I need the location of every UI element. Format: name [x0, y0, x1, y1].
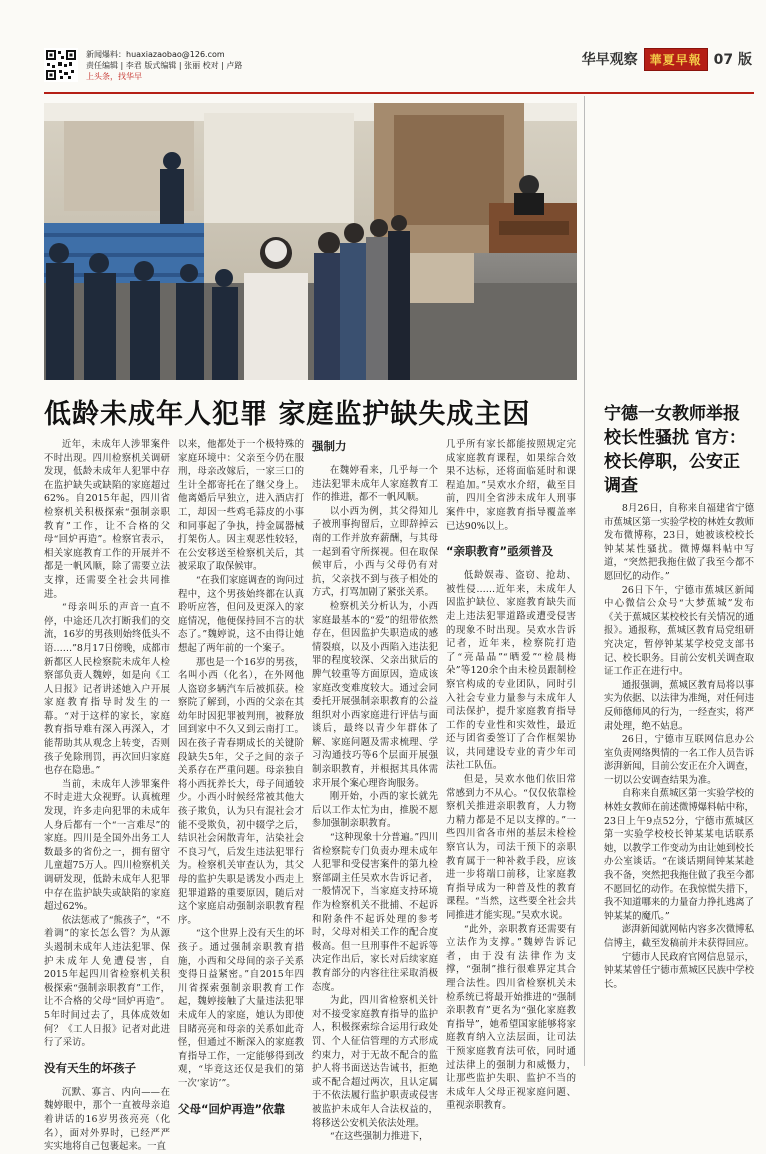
- article-paragraph: 近年，未成年人涉罪案件不时出现。四川检察机关调研发现，低龄未成年人犯罪中存在监护缺失或缺陷的家庭超过62%。自2015年起，四川省检察机关积极探索“强制亲职教育”工作，让不合格的父母“回炉再造”。检察官表示，相关家庭教育工作的开展并不都是一帆风顺，除了需要立法支撑，还需要全社会共同推进。: [44, 439, 170, 600]
- article-paragraph: 几乎所有家长都能按照规定完成家庭教育课程，如果综合效果不达标，还将面临延时和课程追加。”吴欢水介绍，截至目前，四川全省涉未成年人刑事案件中，家庭教育指导覆盖率已达90%以上。: [446, 439, 576, 532]
- header-right: [582, 48, 752, 70]
- article-paragraph: 刚开始，小西的家长就先后以工作太忙为由，推脱不愿参加强制亲职教育。: [312, 791, 438, 830]
- editor-credits: 责任编辑 | 李君 版式编辑 | 张丽 校对 | 卢路: [86, 61, 243, 70]
- subheading-2: 父母“回炉再造”依靠: [178, 1101, 286, 1116]
- article-paragraph: 沉默、寡言、内向——在魏婷眼中，那个一直被母亲追着讲话的16岁男孩亮亮（化名），面对外界时，已经严严实实地将自己包裹起来。一直: [44, 1086, 170, 1153]
- article-paragraph: “在我们家庭调查的询问过程中，这个男孩始终都在认真聆听应答，但问及更深入的家庭情况，他便保持回不言的状态了。”魏婷说，这不由得让她想起了两年前的一个案子。: [178, 574, 304, 654]
- article-paragraph: “此外，亲职教育还需要有立法作为支撑。”魏婷告诉记者，由于没有法律作为支撑，“强制”推行很难界定其合理合法性。四川省检察机关未检系统已将最开始推进的“强制亲职教育”更名为“强化家庭教育指导”，她希望国家能够将家庭教育纳入立法层面，让司法干预家庭教育法可依，同时通过法律上的强制力和威慑力，让那些监护失职、监护不当的未成年人父母正视家庭问题、重视亲职教育。: [446, 923, 576, 1112]
- article-paragraph: “这个世界上没有天生的坏孩子。通过强制亲职教育措施，小西和父母间的亲子关系变得日益紧密。”自2015年四川省探索强制亲职教育工作起，魏婷接触了大量违法犯罪未成年人的家庭，她认为即使目睹亮亮和母亲的关系如此奇怪，但通过不断深入的家庭教育指导工作，一定能够得到改观，“毕竟这还仅是我们的第一次‘家访’”。: [178, 928, 304, 1089]
- courtroom-photo: [44, 103, 577, 380]
- article-paragraph: “这种现象十分普遍。”四川省检察院专门负责办理未成年人犯罪和受侵害案件的第九检察部副主任吴欢水告诉记者，一般情况下，当家庭支持环境作为检察机关不批捕、不起诉和附条件不起诉处理的参考时，父母对相关工作的配合度极高。但一旦刑事件不起诉等决定作出后，家长对后续家庭教育部分的内容往往采取消极态度。: [312, 832, 438, 993]
- page-number: 07 版: [713, 52, 752, 68]
- article-paragraph: 为此，四川省检察机关针对不接受家庭教育指导的监护人，积极探索综合运用行政处罚、个人征信管理的方式形成约束力，对于无故不配合的监护人将书面送达告诫书，拒绝或不配合超过两次，且认定属于不依法履行监护职责或侵害被监护未成年人合法权益的，将移送公安机关依法处理。: [312, 995, 438, 1129]
- article-paragraph: 在魏婷看来，几乎每一个违法犯罪未成年人家庭教育工作的推进，都不一帆风顺。: [312, 465, 438, 504]
- side-paragraph: 8月26日，自称来自福建省宁德市蕉城区第一实验学校的林姓女教师发布微博称，23日，她被该校校长钟某某性骚扰。微博爆料帖中写道，“突然把我拖住做了我至今都不愿回忆的动作。”: [604, 503, 755, 582]
- header-meta: [86, 49, 242, 82]
- side-headline: 宁德一女教师举报校长性骚扰 官方：校长停职，公安正调查: [604, 404, 746, 496]
- news-tip-email: 新闻爆料：huaxiazaobao@126.com: [86, 50, 225, 59]
- article-paragraph: 低龄娱毒、盗窃、抢劫、被性侵……近年来，未成年人因监护缺位、家庭教育缺失而走上违法犯罪道路或遭受侵害的现象不时出现。吴欢水告诉记者，近年来，检察院打造了“亮晶晶”“晒爱”“检晨梅朵”等120余个由未检员跟制检察官构成的专业团队，同时引入社会专业力量参与未成年人司法保护，提升家庭教育指导工作的专业性和实效性，最近还与团省委签订了合作框架协议，共同建设专业的青少年司法社工队伍。: [446, 570, 576, 772]
- article-paragraph: 当前，未成年人涉罪案件不时走进大众视野。认真梳理发现，许多走向犯罪的未成年人身后都有一个“一言难尽”的家庭。四川是全国外出务工人数最多的省份之一，拥有留守儿童超75万人。四川检察机关调研发现，低龄未成年人犯罪中存在监护缺失或缺陷的家庭超过62%。: [44, 778, 170, 913]
- column-divider: [584, 96, 585, 1066]
- header-rule: [44, 92, 754, 94]
- article-paragraph: “母亲叫乐的声音一直不停，中途还几次打断我们的交流，16岁的男孩则始终低头不语……”8月17日傍晚，成都市新都区人民检察院未成年人检察部负责人魏婷，如是向《工人日报》记者讲述她入户开展家庭教育指导时发生的一幕。“对于这样的家长，家庭教育指导难有深入再深入，才能帮助其从观念上转变，否则孩子免除刑罚，再次回归家庭也存在隐患。”: [44, 602, 170, 777]
- page-header: [0, 0, 766, 96]
- article-paragraph: “在这些强制力推进下，: [329, 1131, 429, 1143]
- side-paragraph: 26日下午，宁德市蕉城区新闻中心微信公众号“大梦蕉城”发布《关于蕉城区某校校长有关情况的通报》。通报称，蕉城区教育局党组研究决定，暂停钟某某学校党支部书记、校长职务。目前公安机关调查取证工作正在进行中。: [604, 584, 755, 678]
- side-paragraph: 通报强调，蕉城区教育局将以事实为依据、以法律为准绳，对任何违反师德师风的行为，一经查实，将严肃处理，绝不姑息。: [604, 679, 755, 732]
- side-paragraph: 宁德市人民政府官网信息显示，钟某某曾任宁德市蕉城区民族中学校长。: [604, 951, 755, 990]
- article-paragraph: 以小西为例，其父得知儿子被刑事拘留后，立即辞掉云南的工作并放弃薪酬，与其母一起到看守所探视。但在取保候审后，小西与父母仍有对抗，父亲找不到与孩子相处的方式，打骂加剧了紧张关系。: [312, 505, 438, 599]
- article-paragraph: 依法惩戒了“熊孩子”，“不着调”的家长怎么管？为从源头遏制未成年人违法犯罪、保护未成年人免遭侵害，自2015年起四川省检察机关积极探索“强制亲职教育”工作，让不合格的父母“回炉再造”。5年时间过去了，具体成效如何？《工人日报》记者对此进行了采访。: [44, 914, 170, 1049]
- article-paragraph: 以来，他都处于一个极特殊的家庭环境中：父亲至今仍在服刑，母亲改嫁后，一家三口的生计全都寄托在了继父身上。他离婚后早独立，进入酒店打工，却因一些鸡毛蒜皮的小事和同事起了争执，持金属器械打架伤人。因主观恶性较轻，在公安移送至检察机关后，其被采取了取保候审。: [178, 439, 304, 573]
- section-name: 华早观察: [581, 52, 638, 68]
- side-paragraph: 澎湃新闻就网帖内容多次微博私信博主，截至发稿前并未获得回应。: [604, 924, 755, 949]
- side-paragraph: 26日，宁德市互联网信息办公室负责网络舆情的一名工作人员告诉澎湃新闻，目前公安正在介入调查，一切以公安调查结果为准。: [604, 734, 755, 786]
- subheading-3: “亲职教育”亟须普及: [446, 544, 554, 559]
- side-paragraph: 自称来自蕉城区第一实验学校的林姓女教师在前述微博爆料帖中称，23日上午9点52分，宁德市蕉城区第一实验学校校长钟某某电话联系她，以教学工作变动为由让她到校长办公室谈话。“在谈话期间钟某某趁我不备，突然把我拖住做了我至今都不愿回忆的动作。在我惊慌失措下，我不知道哪来的力量奋力挣扎逃离了钟某某的魔爪。”: [604, 788, 755, 922]
- article-column-3: [312, 438, 438, 1143]
- qr-code-icon[interactable]: [44, 48, 78, 82]
- article-paragraph: 检察机关分析认为，小西家庭最基本的“爱”的纽带依然存在，但因监护失职造成的感情裂痕，以及小西陷入违法犯罪的程度较深、父亲出狱后的脾气较重等方面原因，造成该家庭改变难度较大。通过会同委托开展强制亲职教育的公益组织对小西家庭进行评估与面谈后，最终以青少年群体了解、家庭问题及需求梳理、学习沟通技巧等6个层面开展强制亲职教育，并根据其具体需求开展个案心理咨询服务。: [312, 600, 438, 789]
- main-headline: 低龄未成年人犯罪 家庭监护缺失成主因: [44, 399, 531, 430]
- article-paragraph: 那也是一个16岁的男孩，名叫小西（化名），在外网他人盗窃多辆汽车后被抓获。检察院了解到，小西的父亲在其幼年时因犯罪被判刑，被释放回到家中不久又到云南打工。因在孩子青春期成长的关键阶段缺失5年，父子之间的亲子关系存在严重问题。母亲独自将小西抚养长大，母子间通较少。小西小时候经常被其他大孩子欺负，认为只有混社会才能不受欺负，初中辍学之后，结识社会闲散青年，沾染社会不良习气，后发生违法犯罪行为。检察机关审查认为，其父母的监护失职是诱发小西走上犯罪道路的重要原因，随后对这个家庭启动强制亲职教育程序。: [178, 656, 304, 926]
- article-paragraph: 但是，吴欢水他们依旧常常感到力不从心。“仅仅依靠检察机关推进亲职教育，人力物力精力都是不足以支撑的。”一些四川省各市州的基层未检检察官认为，司法干预下的亲职教育属于一种补救手段，应该进一步将端口前移，让家庭教育指导成为一种普及性的教育课程。“当然，这些要全社会共同推进才能实现。”吴欢水说。: [446, 774, 576, 921]
- slogan: 上头条，找华早: [86, 72, 142, 81]
- article-column-1: [44, 438, 170, 1153]
- article-column-2: [178, 438, 304, 1116]
- paper-logo: 華夏早報: [644, 48, 708, 71]
- subheading-1: 没有天生的坏孩子: [44, 1060, 136, 1075]
- subheading-2-cont: 强制力: [312, 439, 347, 453]
- side-article: [604, 502, 754, 1060]
- article-column-4: [446, 438, 576, 1112]
